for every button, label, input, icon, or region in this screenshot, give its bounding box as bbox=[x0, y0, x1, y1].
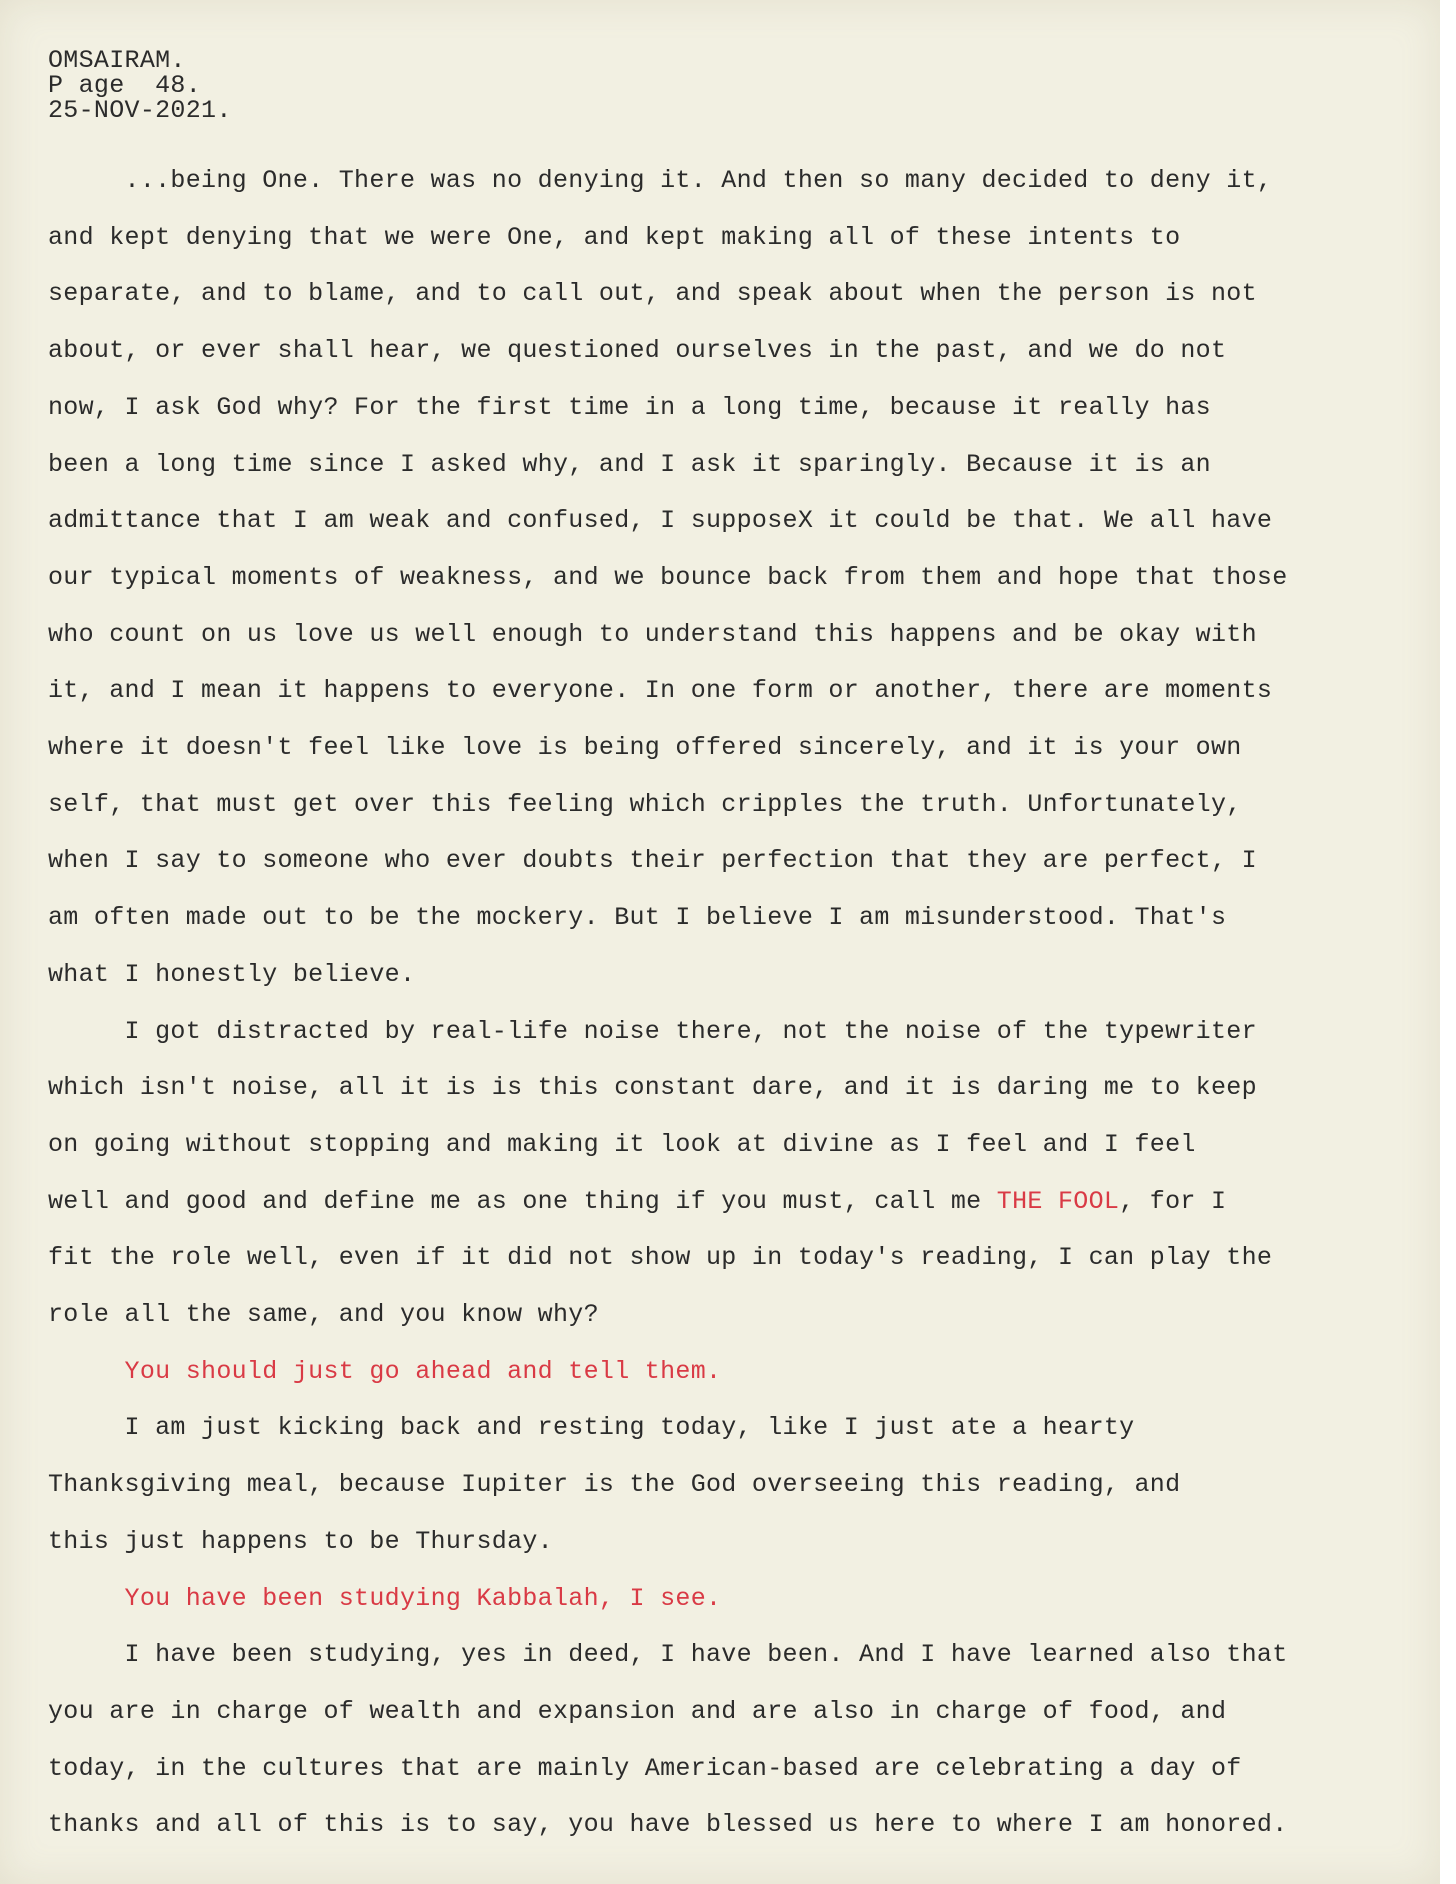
text-segment: am often made out to be the mockery. But I believe I am misunderstood. That's bbox=[48, 903, 1227, 933]
text-line bbox=[48, 1174, 1428, 1231]
text-line bbox=[48, 607, 1428, 664]
text-segment: self, that must get over this feeling which cripples the truth. Unfortunately, bbox=[48, 789, 1242, 819]
red-ink-text: You should just go ahead and tell them. bbox=[124, 1356, 722, 1386]
text-line bbox=[48, 550, 1428, 607]
text-line bbox=[48, 1741, 1428, 1798]
text-line bbox=[48, 1287, 1428, 1344]
text-line bbox=[48, 1627, 1428, 1684]
text-line bbox=[48, 833, 1428, 890]
text-line bbox=[48, 437, 1428, 494]
scan-edge bbox=[1440, 0, 1456, 1884]
text-segment: what I honestly believe. bbox=[48, 959, 416, 989]
text-line bbox=[48, 777, 1428, 834]
text-segment: on going without stopping and making it look at divine as I feel and I feel bbox=[48, 1129, 1196, 1159]
text-segment: I am just kicking back and resting today, like I just ate a hearty bbox=[48, 1413, 1135, 1443]
text-line bbox=[48, 1457, 1428, 1514]
text-line bbox=[48, 266, 1428, 323]
header-title: OMSAIRAM. bbox=[48, 46, 186, 75]
text-segment: and kept denying that we were One, and kept making all of these intents to bbox=[48, 222, 1181, 252]
text-line bbox=[48, 1004, 1428, 1061]
text-segment: role all the same, and you know why? bbox=[48, 1300, 599, 1330]
text-segment: this just happens to be Thursday. bbox=[48, 1526, 553, 1556]
text-segment bbox=[48, 1584, 125, 1613]
text-line bbox=[48, 1060, 1428, 1117]
text-segment: Thanksgiving meal, because Iupiter is the God overseeing this reading, and bbox=[48, 1470, 1181, 1500]
header-date: 25-NOV-2021. bbox=[48, 96, 232, 125]
text-segment bbox=[48, 1357, 125, 1386]
text-line bbox=[48, 890, 1428, 947]
text-segment: who count on us love us well enough to understand this happens and be okay with bbox=[48, 619, 1257, 649]
text-segment: today, in the cultures that are mainly American-based are celebrating a day of bbox=[48, 1753, 1242, 1783]
text-segment: fit the role well, even if it did not show up in today's reading, I can play the bbox=[48, 1243, 1273, 1273]
text-line bbox=[48, 210, 1428, 267]
text-line bbox=[48, 1117, 1428, 1174]
text-segment: I have been studying, yes in deed, I have been. And I have learned also that bbox=[48, 1640, 1288, 1670]
text-line bbox=[48, 1400, 1428, 1457]
text-line bbox=[48, 663, 1428, 720]
text-line bbox=[48, 720, 1428, 777]
text-segment: thanks and all of this is to say, you have blessed us here to where I am honored. bbox=[48, 1810, 1288, 1840]
red-ink-text: You have been studying Kabbalah, I see. bbox=[124, 1583, 722, 1613]
page-header bbox=[48, 48, 1428, 123]
text-line bbox=[48, 1344, 1428, 1401]
text-segment: our typical moments of weakness, and we bounce back from them and hope that those bbox=[48, 562, 1288, 592]
text-segment: it, and I mean it happens to everyone. In one form or another, there are moments bbox=[48, 676, 1273, 706]
text-segment: ...being One. There was no denying it. And then so many decided to deny it, bbox=[48, 166, 1273, 195]
text-segment: which isn't noise, all it is is this constant dare, and it is daring me to keep bbox=[48, 1073, 1257, 1103]
text-segment: where it doesn't feel like love is being offered sincerely, and it is your own bbox=[48, 733, 1242, 763]
text-segment: well and good and define me as one thing if you must, call me bbox=[48, 1186, 997, 1216]
text-line bbox=[48, 493, 1428, 550]
red-ink-text: THE FOOL bbox=[996, 1186, 1120, 1216]
text-segment: about, or ever shall hear, we questioned ourselves in the past, and we do not bbox=[48, 336, 1227, 366]
text-line bbox=[48, 380, 1428, 437]
header-page-number: P age 48. bbox=[48, 71, 202, 100]
text-segment: I got distracted by real-life noise there, not the noise of the typewriter bbox=[48, 1016, 1257, 1046]
text-line bbox=[48, 323, 1428, 380]
text-line bbox=[48, 1571, 1428, 1628]
text-segment: now, I ask God why? For the first time in a long time, because it really has bbox=[48, 392, 1211, 422]
text-segment: been a long time since I asked why, and I ask it sparingly. Because it is an bbox=[48, 449, 1211, 479]
text-line bbox=[48, 153, 1428, 210]
text-line bbox=[48, 947, 1428, 1004]
typewritten-page bbox=[48, 48, 1428, 1854]
text-line bbox=[48, 1684, 1428, 1741]
text-segment: you are in charge of wealth and expansion and are also in charge of food, and bbox=[48, 1696, 1227, 1726]
text-segment: when I say to someone who ever doubts their perfection that they are perfect, I bbox=[48, 846, 1257, 876]
text-line bbox=[48, 1797, 1428, 1854]
text-line bbox=[48, 1514, 1428, 1571]
text-line bbox=[48, 1230, 1428, 1287]
body-text bbox=[48, 153, 1428, 1854]
text-segment: separate, and to blame, and to call out, and speak about when the person is not bbox=[48, 279, 1257, 309]
text-segment: , for I bbox=[1119, 1186, 1227, 1216]
text-segment: admittance that I am weak and confused, I supposeX it could be that. We all have bbox=[48, 506, 1273, 536]
